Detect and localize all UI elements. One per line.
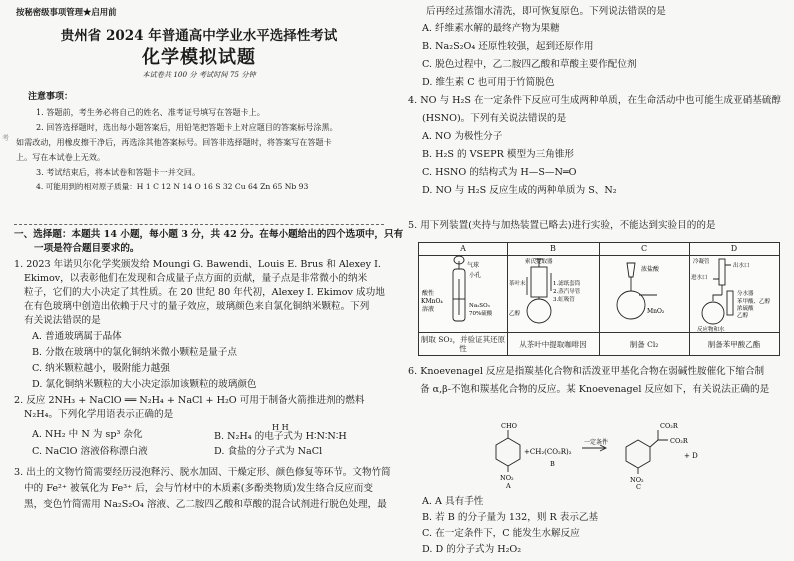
q6-option-d: D. D 的分子式为 H₂O₂ bbox=[422, 544, 522, 555]
apparatus-a-drawing bbox=[419, 255, 507, 333]
label-d-ethanol: 乙醇 bbox=[737, 313, 749, 319]
label-d-condenser: 冷凝管 bbox=[693, 259, 710, 265]
label-c-hcl: 浓盐酸 bbox=[641, 266, 660, 273]
rxn-reagent: +CH₂(CO₂R)₂ bbox=[524, 448, 572, 456]
section-divider bbox=[14, 224, 384, 225]
note-line: 4. 可能用到的相对原子质量：H 1 C 12 N 14 O 16 S 32 Cu 64 Zn 65 Nb 93 bbox=[36, 182, 309, 191]
q1-text: Ekimov，以表彰他们在发现和合成量子点方面的贡献，量子点是非常微小的纳米 bbox=[24, 273, 368, 284]
q6-text: 6. Knoevenagel 反应是指羰基化合物和活泼亚甲基化合物在弱碱性胺催化下缩合制 bbox=[408, 366, 765, 377]
label-d-separator: 分水器 bbox=[737, 291, 754, 297]
label-a-hole: 小孔 bbox=[469, 272, 482, 279]
label-d-acid: 浓硫酸 bbox=[737, 306, 754, 312]
label-d-inlet: 进水口 bbox=[691, 275, 708, 281]
q2-option-c: C. NaClO 溶液俗称漂白液 bbox=[32, 446, 148, 457]
q4-text: 4. NO 与 H₂S 在一定条件下反应可生成两种单质，在生命活动中也可能生成亚硝基硫醇 bbox=[408, 95, 781, 106]
rxn-label-b: B bbox=[550, 460, 555, 468]
q4-option-d: D. NO 与 H₂S 反应生成的两种单质为 S、N₂ bbox=[422, 185, 617, 196]
rxn-label-a: A bbox=[506, 482, 511, 490]
q1-text: 有关说法错误的是 bbox=[24, 315, 101, 326]
q3-tail: 后再经过蒸馏水清洗，即可恢复原色。下列说法错误的是 bbox=[426, 6, 666, 17]
label-a-solution: 溶液 bbox=[422, 306, 435, 313]
q4-option-c: C. HSNO 的结构式为 H—S—N═O bbox=[422, 167, 577, 178]
q3-text: 3. 出土的文物竹简需要经历浸泡释污、脱水加固、干燥定形、颜色修复等环节。文物竹简 bbox=[14, 467, 391, 478]
rxn-no2-c: NO₂ bbox=[630, 476, 644, 484]
exam-info: 本试卷共 100 分 考试时间 75 分钟 bbox=[142, 70, 256, 79]
label-a-acidic: 酸性 bbox=[422, 290, 435, 297]
rxn-no2-a: NO₂ bbox=[500, 474, 514, 482]
q2-option-b-top: H H bbox=[272, 422, 289, 432]
q2-option-a: A. NH₂ 中 N 为 sp³ 杂化 bbox=[32, 429, 143, 440]
q1-option-b: B. 分散在玻璃中的氯化铜纳米微小颗粒是量子点 bbox=[32, 347, 238, 358]
q5-text: 5. 用下列装置(夹持与加热装置已略去)进行实验，不能达到实验目的的是 bbox=[408, 220, 716, 231]
secret-header: 按秘密级事项管理★启用前 bbox=[16, 7, 117, 17]
q6-option-a: A. A 具有手性 bbox=[422, 496, 484, 507]
apparatus-d-drawing bbox=[689, 255, 779, 333]
q2-text: 2. 反应 2NH₃ + NaClO ══ N₂H₄ + NaCl + H₂O 可用于制备火箭推进剂的燃料 bbox=[14, 395, 365, 406]
q3-option-a: A. 纤维素水解的最终产物为果糖 bbox=[422, 23, 560, 34]
note-line: 1. 答题前，考生务必将自己的姓名、准考证号填写在答题卡上。 bbox=[36, 107, 265, 117]
fig-caption-a: 制取 SO₂，并验证其还原性 bbox=[419, 332, 507, 355]
label-b-extractor: 索氏提取器 bbox=[525, 259, 553, 265]
q6-text: 备 α,β-不饱和羰基化合物的反应。某 Knoevenagel 反应如下，有关说法正确的是 bbox=[420, 384, 770, 395]
note-line: 2. 回答选择题时，选出每小题答案后，用铅笔把答题卡上对应题目的答案标号涂黑。 bbox=[36, 122, 338, 132]
q3-option-c: C. 脱色过程中，乙二胺四乙酸和草酸主要作配位剂 bbox=[422, 59, 637, 70]
note-line: 如需改动，用橡皮擦干净后，再选涂其他答案标号。回答非选择题时，将答案写在答题卡 bbox=[16, 137, 332, 147]
label-a-na2so3: Na₂SO₃ bbox=[469, 303, 490, 309]
exam-subject-title: 化学模拟试题 bbox=[142, 47, 256, 68]
apparatus-b-drawing bbox=[507, 255, 599, 333]
q2-option-d: D. 食盐的分子式为 NaCl bbox=[214, 446, 323, 457]
q1-option-d: D. 氯化铜纳米颗粒的大小决定添加该颗粒的玻璃颜色 bbox=[32, 379, 257, 390]
q3-text: 中的 Fe²⁺ 被氧化为 Fe³⁺ 后，会与竹材中的木质素(多酚类物质)发生络合反应而变 bbox=[24, 483, 373, 494]
label-a-acid: 70%硫酸 bbox=[469, 311, 493, 317]
fig-caption-c: 制备 Cl₂ bbox=[599, 332, 689, 355]
q1-option-c: C. 纳米颗粒越小，吸附能力越强 bbox=[32, 363, 170, 374]
q1-text: 在有色玻璃中创造出依赖于尺寸的量子效应，玻璃颜色来自氯化铜纳米颗粒。下列 bbox=[24, 301, 370, 312]
q3-option-b: B. Na₂S₂O₄ 还原性较强，起到还原作用 bbox=[422, 41, 594, 52]
note-line: 3. 考试结束后，将本试卷和答题卡一并交回。 bbox=[36, 167, 201, 177]
label-b-ethanol: 乙醇 bbox=[509, 311, 521, 317]
q2-text: N₂H₄。下列化学用语表示正确的是 bbox=[24, 409, 174, 420]
label-a-kmno4: KMnO₄ bbox=[421, 298, 443, 305]
fig-head-b: B bbox=[507, 243, 599, 256]
label-a-balloon: 气球 bbox=[467, 262, 480, 269]
q4-option-b: B. H₂S 的 VSEPR 模型为三角锥形 bbox=[422, 149, 575, 160]
fig-caption-b: 从茶叶中提取咖啡因 bbox=[507, 332, 599, 355]
label-c-mno2: MnO₂ bbox=[647, 308, 665, 315]
label-b-item1: 1.滤纸套筒 bbox=[553, 281, 581, 287]
rxn-plus-d: + D bbox=[684, 452, 698, 460]
label-b-item3: 3.虹吸管 bbox=[553, 297, 575, 303]
q3-text: 黑，变色竹简需用 Na₂S₂O₄ 溶液、乙二胺四乙酸和草酸的混合试剂进行脱色处理，最 bbox=[24, 499, 387, 510]
fig-head-c: C bbox=[599, 243, 689, 256]
section-heading-cont: 一项是符合题目要求的。 bbox=[34, 243, 140, 254]
q1-text: 粒子，它们的大小决定了其性质。在 20 世纪 80 年代初，Alexey I. Ekimov 成功地 bbox=[24, 287, 385, 298]
apparatus-c-drawing bbox=[599, 255, 689, 333]
label-d-outlet: 出水口 bbox=[733, 263, 750, 269]
q6-option-b: B. 若 B 的分子量为 132，则 R 表示乙基 bbox=[422, 512, 599, 523]
label-b-tea: 茶叶末 bbox=[509, 281, 526, 287]
q6-option-c: C. 在一定条件下，C 能发生水解反应 bbox=[422, 528, 580, 539]
q4-option-a: A. NO 为极性分子 bbox=[422, 131, 503, 142]
side-mark: 考 bbox=[2, 134, 9, 142]
label-b-item2: 2.蒸汽导管 bbox=[553, 289, 581, 295]
rxn-cho: CHO bbox=[501, 422, 517, 430]
notes-heading: 注意事项： bbox=[28, 92, 74, 102]
fig-head-d: D bbox=[689, 243, 779, 256]
exam-title: 贵州省 2024 年普通高中学业水平选择性考试 bbox=[60, 28, 338, 44]
fig-head-a: A bbox=[419, 243, 507, 256]
q1-option-a: A. 普通玻璃属于晶体 bbox=[32, 331, 122, 342]
rxn-co2r-top: CO₂R bbox=[660, 422, 678, 430]
q2-option-b: B. N₂H₄ 的电子式为 H∶N∶N∶H bbox=[214, 431, 347, 442]
fig-caption-d: 制备苯甲酸乙酯 bbox=[689, 332, 779, 355]
note-line: 上。写在本试卷上无效。 bbox=[16, 152, 106, 162]
q4-text: (HSNO)。下列有关说法错误的是 bbox=[422, 113, 567, 124]
q1-text: 1. 2023 年诺贝尔化学奖颁发给 Moungi G. Bawendi、Louis E. Brus 和 Alexey I. bbox=[14, 259, 381, 270]
rxn-condition: 一定条件 bbox=[584, 439, 609, 446]
knoevenagel-reaction-scheme bbox=[488, 418, 718, 490]
label-d-mixture: 反应物和水 bbox=[697, 327, 725, 333]
rxn-label-c: C bbox=[636, 483, 641, 490]
rxn-co2r-side: CO₂R bbox=[670, 437, 688, 445]
q5-apparatus-figure bbox=[418, 242, 780, 356]
section-heading: 一、选择题：本题共 14 小题，每小题 3 分，共 42 分。在每小题给出的四个选项中，只有 bbox=[14, 229, 404, 240]
q3-option-d: D. 维生素 C 也可用于竹简脱色 bbox=[422, 77, 555, 88]
label-d-reagents: 苯甲酸、乙醇 bbox=[737, 299, 771, 305]
